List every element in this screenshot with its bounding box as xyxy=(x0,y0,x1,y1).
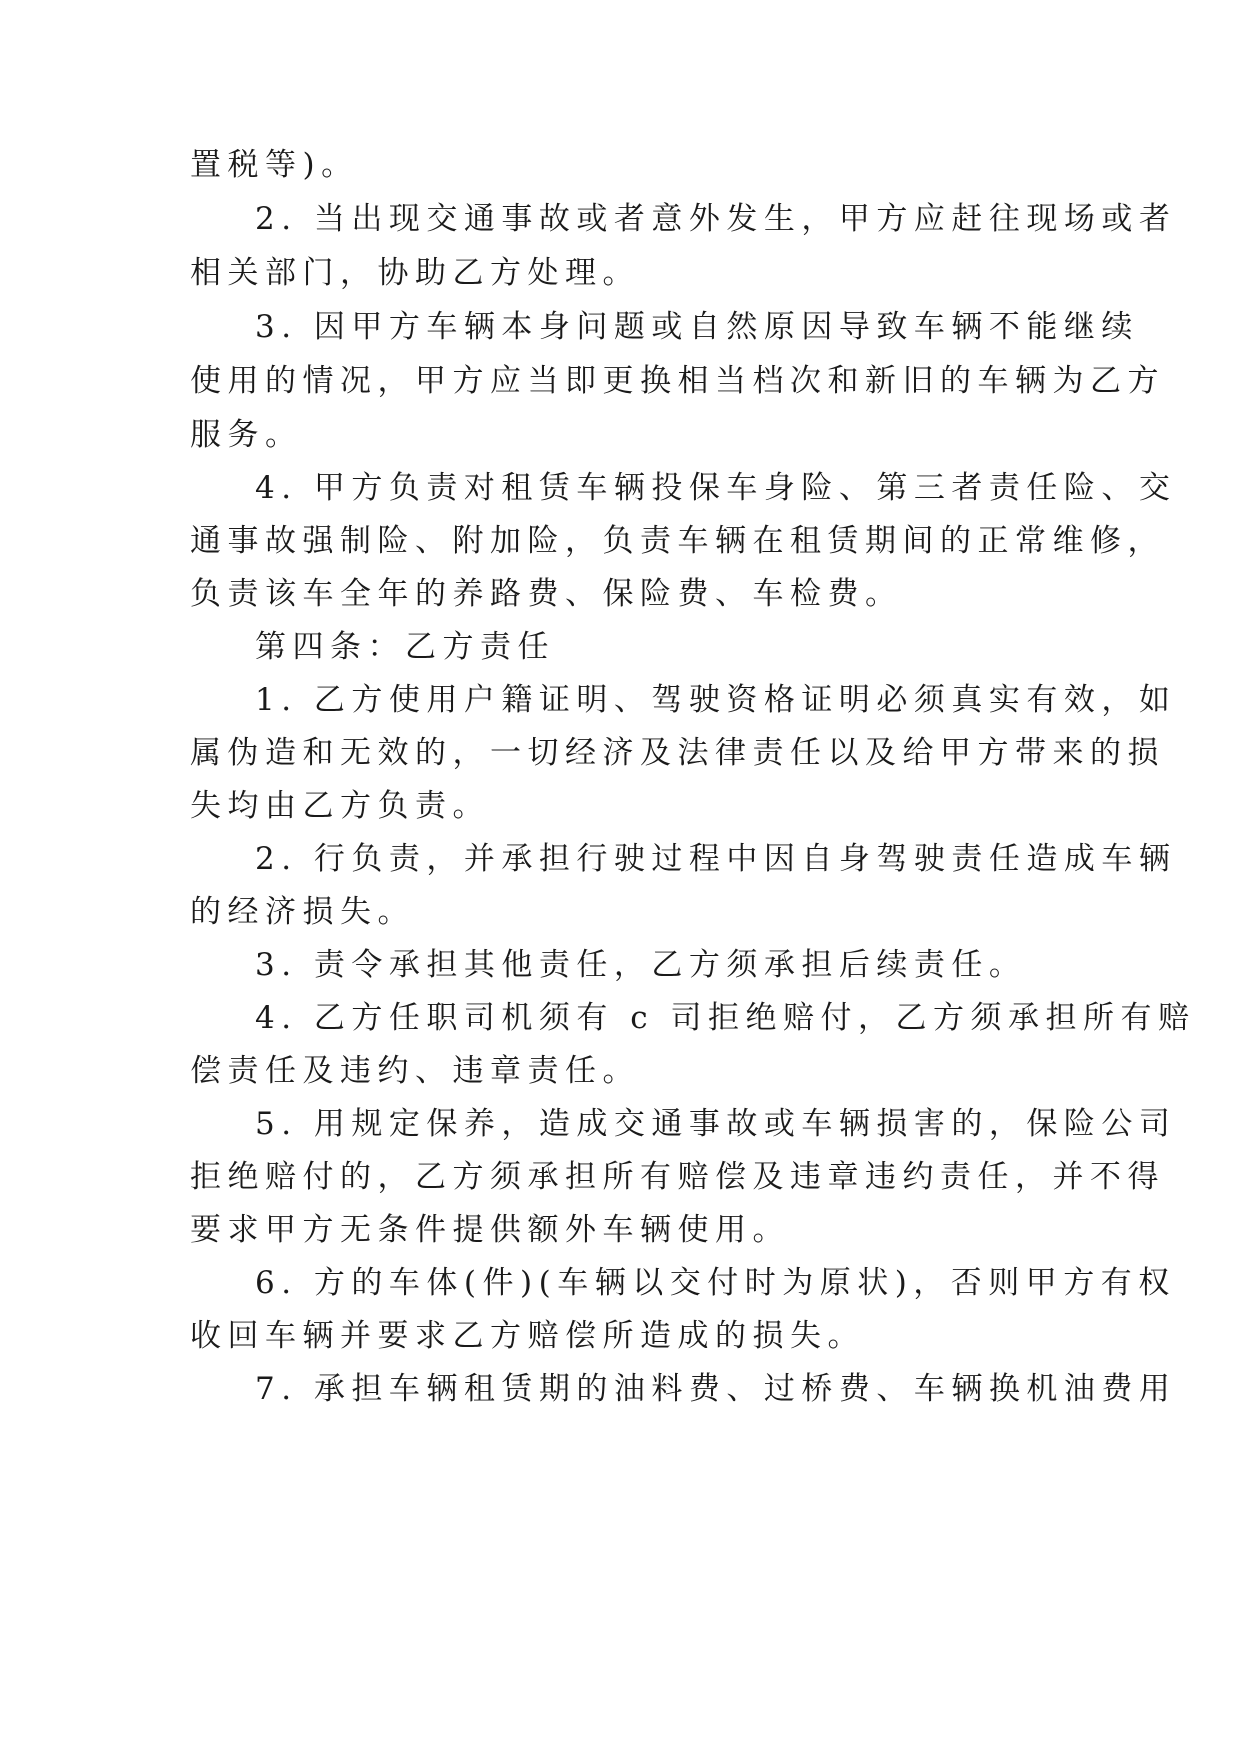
text-line: 7. 承担车辆租赁期的油料费、过桥费、车辆换机油费用 xyxy=(255,1371,1177,1407)
text-line: 相关部门，协助乙方处理。 xyxy=(190,255,640,291)
text-line: 3. 责令承担其他责任，乙方须承担后续责任。 xyxy=(255,947,1027,983)
text-line: 1. 乙方使用户籍证明、驾驶资格证明必须真实有效，如 xyxy=(255,682,1177,718)
text-line: 4. 甲方负责对租赁车辆投保车身险、第三者责任险、交 xyxy=(255,470,1177,506)
text-line: 3. 因甲方车辆本身问题或自然原因导致车辆不能继续 xyxy=(255,309,1139,345)
text-line: 偿责任及违约、违章责任。 xyxy=(190,1053,640,1089)
text-line: 通事故强制险、附加险，负责车辆在租赁期间的正常维修， xyxy=(190,523,1165,559)
text-line: 置税等)。 xyxy=(190,147,359,183)
text-line: 5. 用规定保养，造成交通事故或车辆损害的，保险公司 xyxy=(255,1106,1177,1142)
text-line: 4. 乙方任职司机须有 c 司拒绝赔付，乙方须承担所有赔 xyxy=(255,1000,1196,1036)
text-line: 的经济损失。 xyxy=(190,894,415,930)
text-line: 失均由乙方负责。 xyxy=(190,788,490,824)
text-line: 2. 行负责，并承担行驶过程中因自身驾驶责任造成车辆 xyxy=(255,841,1177,877)
text-line: 属伪造和无效的，一切经济及法律责任以及给甲方带来的损 xyxy=(190,735,1165,771)
text-line: 负责该车全年的养路费、保险费、车检费。 xyxy=(190,576,903,612)
text-line: 6. 方的车体(件)(车辆以交付时为原状)，否则甲方有权 xyxy=(255,1265,1176,1301)
text-line: 2. 当出现交通事故或者意外发生，甲方应赶往现场或者 xyxy=(255,201,1177,237)
text-line: 收回车辆并要求乙方赔偿所造成的损失。 xyxy=(190,1318,865,1354)
text-line: 使用的情况，甲方应当即更换相当档次和新旧的车辆为乙方 xyxy=(190,363,1165,399)
text-line: 拒绝赔付的，乙方须承担所有赔偿及违章违约责任，并不得 xyxy=(190,1159,1165,1195)
section-heading: 第四条：乙方责任 xyxy=(255,629,555,665)
text-line: 要求甲方无条件提供额外车辆使用。 xyxy=(190,1212,790,1248)
text-line: 服务。 xyxy=(190,417,303,453)
